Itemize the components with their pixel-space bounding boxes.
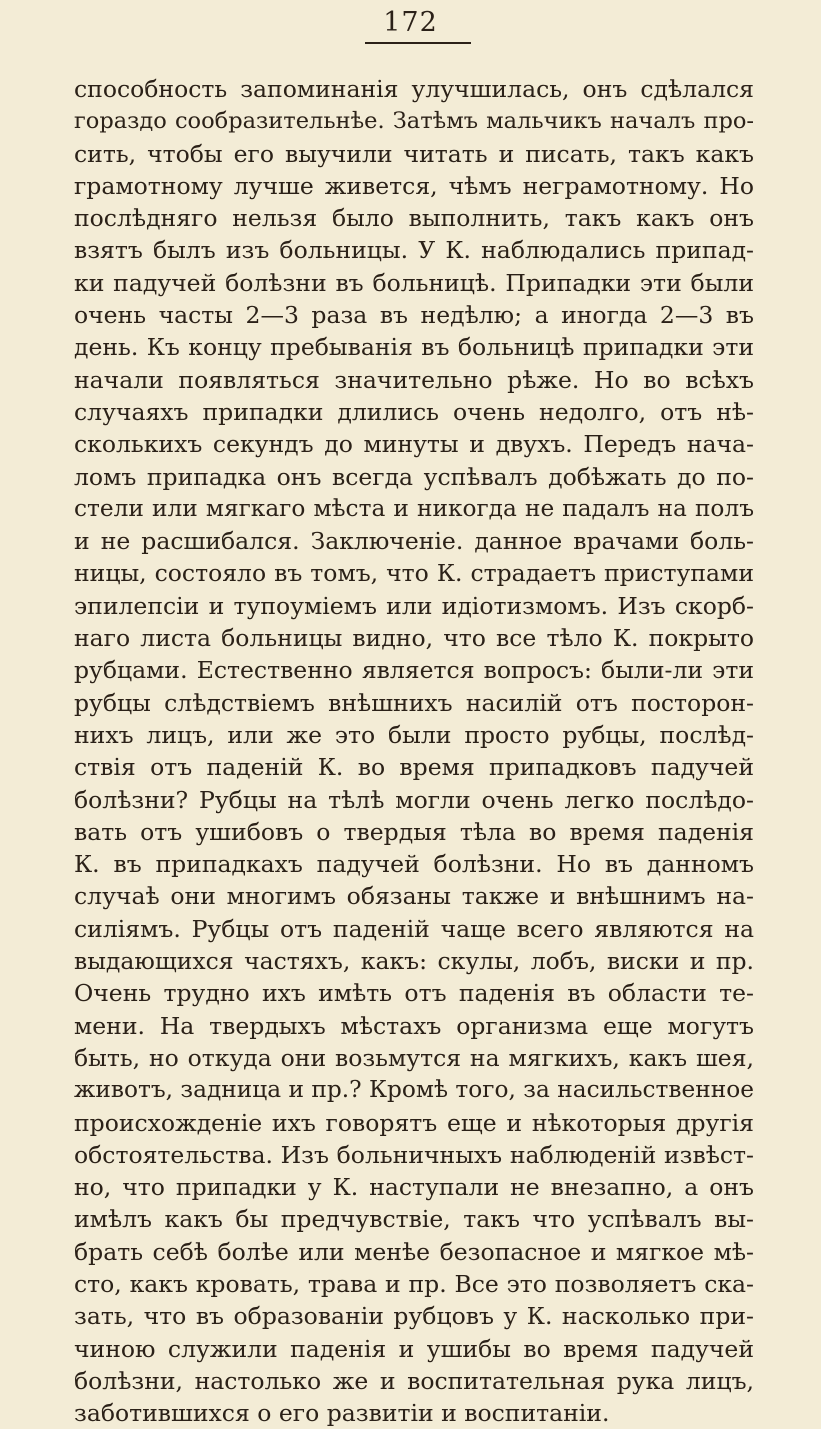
text-line: рубцами. Естественно является вопросъ: были-ли эти [74,656,754,685]
text-line: быть, но откуда они возьмутся на мягкихъ, какъ шея, [74,1043,754,1072]
text-line: чиною служили паденія и ушибы во время падучей [74,1334,754,1363]
page-number: 172 [383,7,438,38]
text-line: имѣлъ какъ бы предчувствіе, такъ что успѣвалъ вы- [74,1205,754,1234]
text-line: стели или мягкаго мѣста и никогда не падалъ на полъ [74,494,754,522]
text-line: болѣзни? Рубцы на тѣлѣ могли очень легко послѣдо- [74,785,754,814]
text-line: болѣзни, настолько же и воспитательная рука лицъ, [74,1366,754,1395]
text-line: ломъ припадка онъ всегда успѣвалъ добѣжать до по- [74,462,754,491]
text-line: выдающихся частяхъ, какъ: скулы, лобъ, виски и пр. [74,947,754,976]
text-line: силіямъ. Рубцы отъ паденій чаще всего являются на [74,914,754,943]
text-line: способность запоминанія улучшилась, онъ сдѣлался [74,75,754,103]
text-line: зать, что въ образованіи рубцовъ у К. насколько при- [74,1302,754,1331]
text-line: мени. На твердыхъ мѣстахъ организма еще могутъ [74,1011,754,1040]
text-line: гораздо сообразительнѣе. Затѣмъ мальчикъ началъ про- [74,108,754,135]
text-line: но, что припадки у К. наступали не внезапно, а онъ [74,1173,754,1202]
page-number-rule [365,42,471,44]
text-line: наго листа больницы видно, что все тѣло К. покрыто [74,624,754,653]
text-line: очень часты 2—3 раза въ недѣлю; а иногда 2—3 въ [74,301,754,330]
text-line: Очень трудно ихъ имѣть отъ паденія въ области те- [74,979,754,1008]
text-line: взятъ былъ изъ больницы. У К. наблюдались припад- [74,236,754,265]
text-line: грамотному лучше живется, чѣмъ неграмотному. Но [74,171,754,200]
text-line: брать себѣ болѣе или менѣе безопасное и мягкое мѣ- [74,1237,754,1266]
text-line: вать отъ ушибовъ о твердыя тѣла во время паденія [74,817,754,846]
text-line: послѣдняго нельзя было выполнить, такъ какъ онъ [74,204,754,233]
text-line: ницы, состояло въ томъ, что К. страдаетъ приступами [74,559,754,588]
text-line: нихъ лицъ, или же это были просто рубцы, послѣд- [74,720,754,749]
text-line: эпилепсіи и тупоуміемъ или идіотизмомъ. Изъ скорб- [74,591,754,620]
text-line: случаяхъ припадки длились очень недолго, отъ нѣ- [74,397,754,426]
text-line-last: заботившихся о его развитіи и воспитаніи. [74,1399,610,1428]
text-line: и не расшибался. Заключеніе. данное врачами боль- [74,527,754,556]
text-line: происхожденіе ихъ говорятъ еще и нѣкоторыя другія [74,1108,754,1137]
text-line: К. въ припадкахъ падучей болѣзни. Но въ данномъ [74,850,754,879]
text-line: обстоятельства. Изъ больничныхъ наблюденій извѣст- [74,1140,754,1169]
page-body-text [74,73,754,1429]
text-line: сколькихъ секундъ до минуты и двухъ. Передъ нача- [74,430,754,459]
text-line: ки падучей болѣзни въ больницѣ. Припадки эти были [74,268,754,297]
text-line: начали появляться значительно рѣже. Но во всѣхъ [74,365,754,394]
text-line: ствія отъ паденій К. во время припадковъ падучей [74,753,754,782]
text-line: день. Къ концу пребыванія въ больницѣ припадки эти [74,333,754,362]
text-line: случаѣ они многимъ обязаны также и внѣшнимъ на- [74,882,754,911]
text-line: животъ, задница и пр.? Кромѣ того, за насильственное [74,1076,754,1104]
text-line: сто, какъ кровать, трава и пр. Все это позволяетъ ска- [74,1269,754,1298]
text-line: сить, чтобы его выучили читать и писать, такъ какъ [74,139,754,168]
text-line: рубцы слѣдствіемъ внѣшнихъ насилій отъ посторон- [74,688,754,717]
